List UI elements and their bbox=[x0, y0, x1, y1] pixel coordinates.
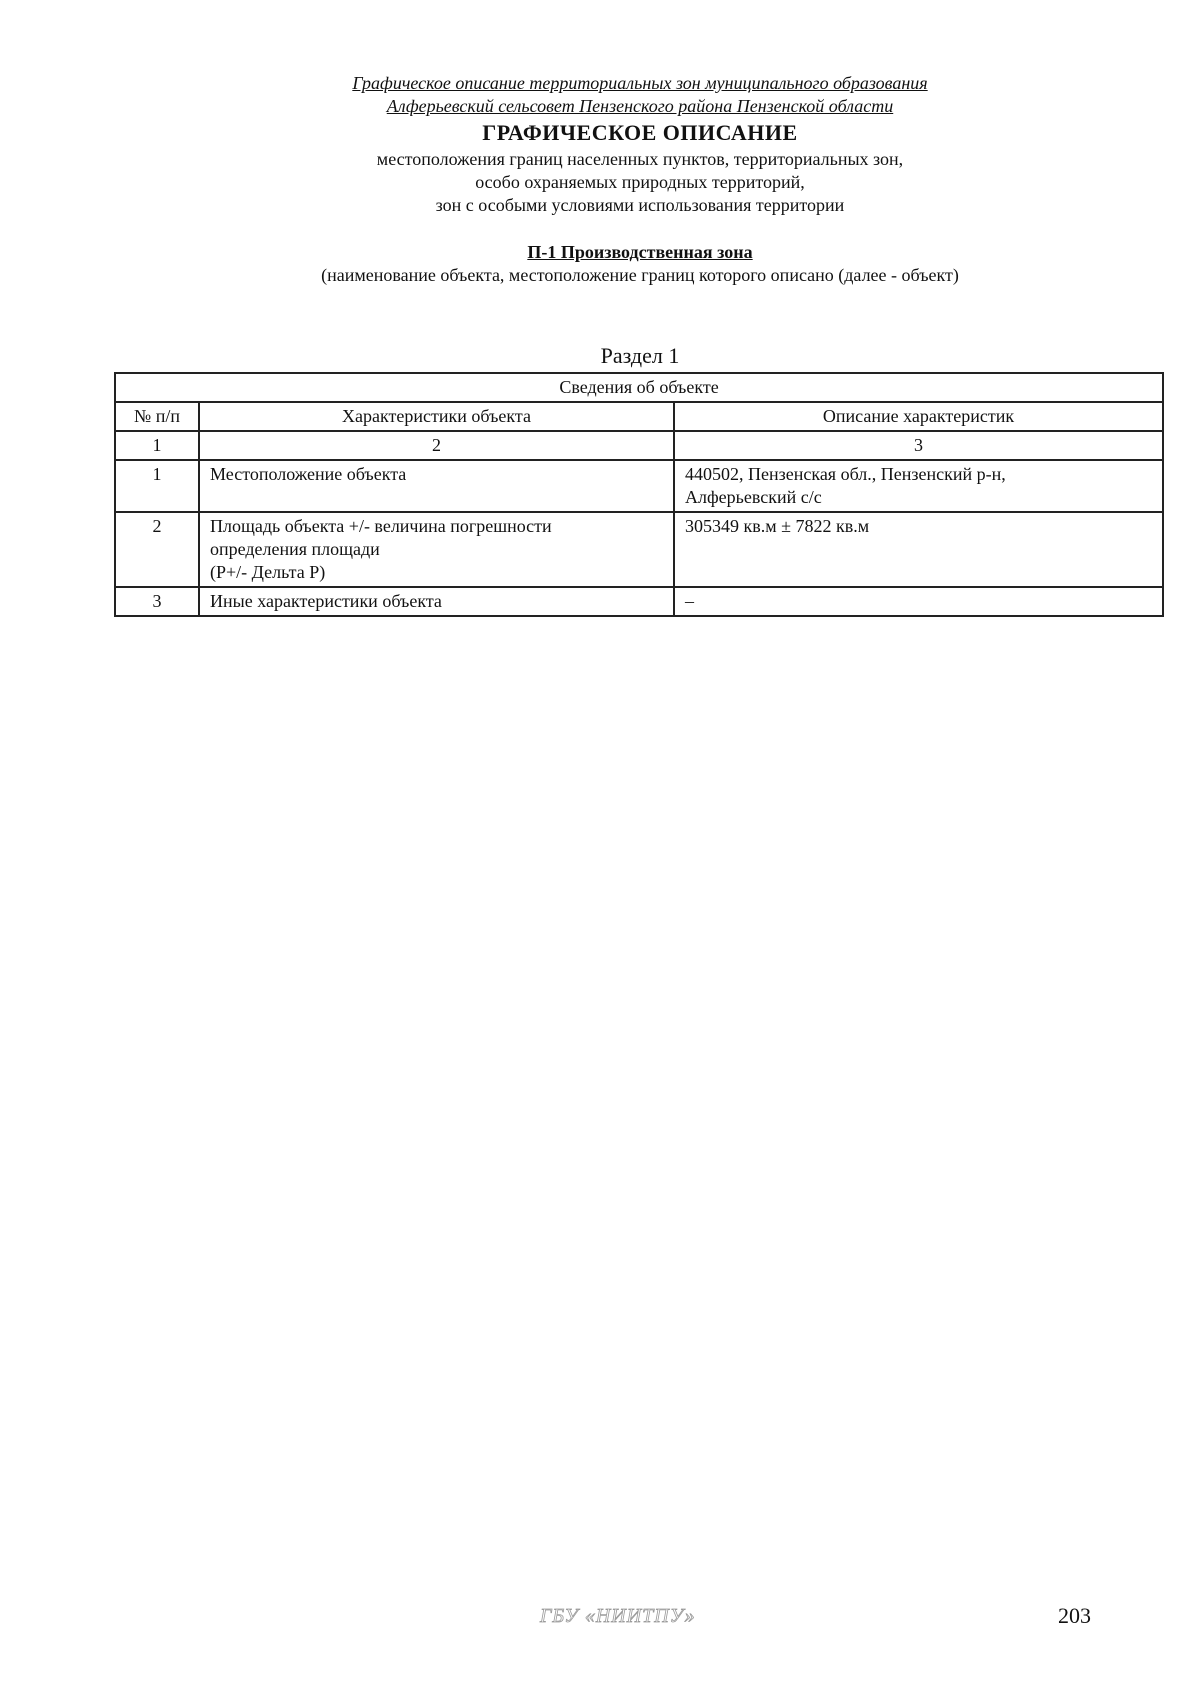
table-caption: Сведения об объекте bbox=[115, 373, 1163, 402]
table-row bbox=[115, 587, 1163, 616]
row-number: 2 bbox=[115, 512, 199, 587]
column-number: 2 bbox=[199, 431, 674, 460]
page-number: 203 bbox=[1058, 1603, 1091, 1628]
table-row bbox=[115, 460, 1163, 512]
table-row bbox=[115, 512, 1163, 587]
running-header-line-2: Алферьевский сельсовет Пензенского района Пензенской области bbox=[386, 96, 894, 116]
column-numbers-row bbox=[115, 431, 1163, 460]
subtitle-line-2: особо охраняемых природных территорий, bbox=[475, 172, 805, 192]
column-number: 3 bbox=[674, 431, 1163, 460]
column-header-description: Описание характеристик bbox=[674, 402, 1163, 431]
running-header-line-1: Графическое описание территориальных зон муниципального образования bbox=[352, 73, 928, 93]
row-description bbox=[674, 587, 1163, 616]
row-characteristic bbox=[199, 512, 674, 587]
column-number: 1 bbox=[115, 431, 199, 460]
subtitle-line-1: местоположения границ населенных пунктов, территориальных зон, bbox=[376, 149, 904, 169]
cell-line: (Р+/- Дельта Р) bbox=[210, 562, 326, 582]
document-title: ГРАФИЧЕСКОЕ ОПИСАНИЕ bbox=[482, 120, 798, 145]
table-header-row bbox=[115, 402, 1163, 431]
cell-line: – bbox=[685, 591, 694, 611]
cell-line: Иные характеристики объекта bbox=[210, 591, 442, 611]
cell-line: Площадь объекта +/- величина погрешности bbox=[210, 516, 552, 536]
object-info-table bbox=[114, 372, 1164, 617]
cell-line: Местоположение объекта bbox=[210, 464, 407, 484]
column-header-characteristic: Характеристики объекта bbox=[199, 402, 674, 431]
row-characteristic bbox=[199, 460, 674, 512]
subtitle-line-3: зон с особыми условиями использования территории bbox=[435, 195, 845, 215]
section-title: Раздел 1 bbox=[600, 343, 680, 368]
column-header-number: № п/п bbox=[115, 402, 199, 431]
cell-line: определения площади bbox=[210, 539, 380, 559]
row-description bbox=[674, 512, 1163, 587]
footer-organization: ГБУ «НИИТПУ» bbox=[540, 1605, 696, 1627]
row-number: 1 bbox=[115, 460, 199, 512]
cell-line: Алферьевский с/с bbox=[685, 487, 822, 507]
object-caption: (наименование объекта, местоположение границ которого описано (далее - объект) bbox=[321, 265, 959, 285]
row-number: 3 bbox=[115, 587, 199, 616]
row-characteristic bbox=[199, 587, 674, 616]
row-description bbox=[674, 460, 1163, 512]
cell-line: 440502, Пензенская обл., Пензенский р-н, bbox=[685, 464, 1006, 484]
cell-line: 305349 кв.м ± 7822 кв.м bbox=[685, 516, 870, 536]
object-name: П-1 Производственная зона bbox=[527, 242, 753, 262]
table-caption-row bbox=[115, 373, 1163, 402]
